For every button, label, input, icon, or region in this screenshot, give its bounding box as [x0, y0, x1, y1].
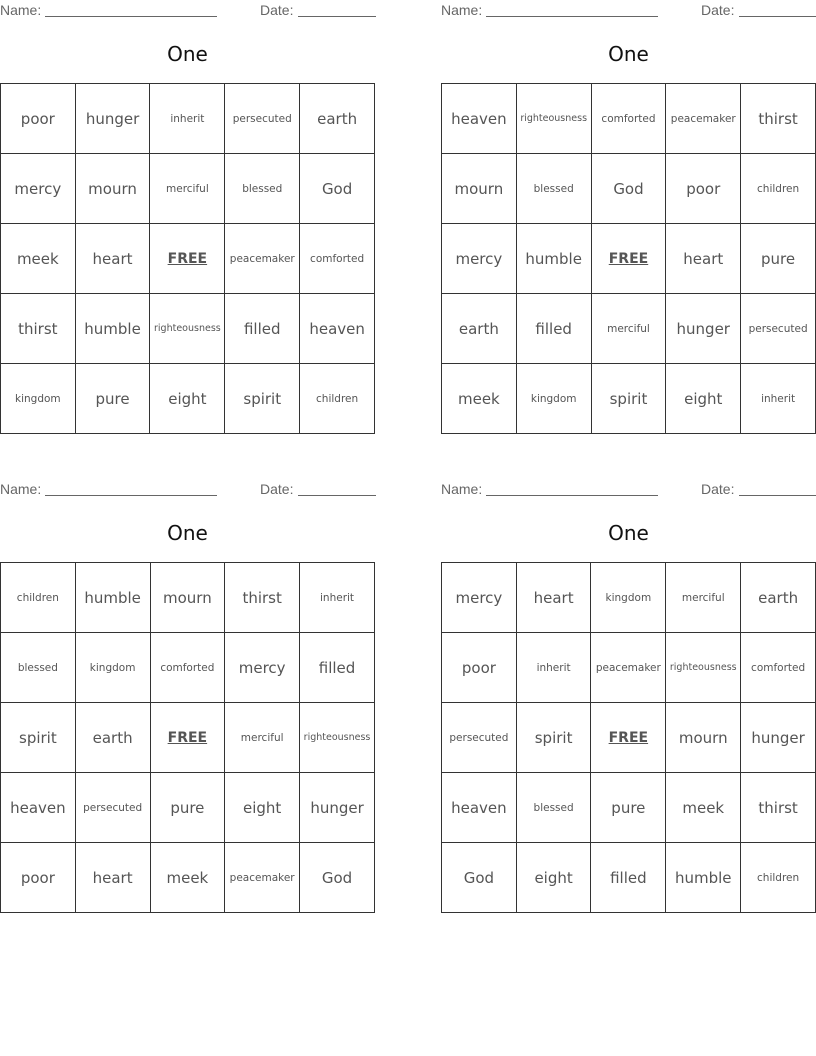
bingo-cell: earth [300, 84, 375, 154]
bingo-cell: children [741, 843, 816, 913]
name-blank [486, 495, 658, 496]
bingo-cell: mercy [442, 563, 517, 633]
bingo-cell: God [300, 843, 375, 913]
bingo-cell: thirst [741, 84, 816, 154]
bingo-cell: heart [75, 224, 150, 294]
bingo-cell: mercy [442, 224, 517, 294]
bingo-cell: peacemaker [591, 633, 666, 703]
bingo-cell: God [300, 154, 375, 224]
bingo-cell: earth [75, 703, 150, 773]
bingo-cell: heart [75, 843, 150, 913]
bingo-cell: merciful [666, 563, 741, 633]
bingo-cell: peacemaker [666, 84, 741, 154]
bingo-cell: comforted [300, 224, 375, 294]
date-blank [739, 495, 816, 496]
bingo-cell: inherit [741, 364, 816, 434]
free-space: FREE [150, 703, 225, 773]
bingo-cell: inherit [150, 84, 225, 154]
bingo-cell: spirit [591, 364, 666, 434]
bingo-cell: earth [442, 294, 517, 364]
bingo-cell: comforted [150, 633, 225, 703]
bingo-cell: meek [666, 773, 741, 843]
bingo-cell: spirit [1, 703, 76, 773]
bingo-cell: kingdom [1, 364, 76, 434]
name-blank [45, 16, 217, 17]
bingo-cell: filled [591, 843, 666, 913]
bingo-cell: persecuted [442, 703, 517, 773]
bingo-cell: kingdom [516, 364, 591, 434]
bingo-cell: blessed [516, 773, 591, 843]
bingo-cell: God [591, 154, 666, 224]
bingo-grid [441, 562, 816, 913]
bingo-cell: comforted [591, 84, 666, 154]
bingo-cell: pure [75, 364, 150, 434]
bingo-cell: peacemaker [225, 843, 300, 913]
bingo-cell: kingdom [75, 633, 150, 703]
bingo-cell: children [300, 364, 375, 434]
bingo-cell: persecuted [741, 294, 816, 364]
bingo-cell: spirit [225, 364, 300, 434]
bingo-cell: eight [516, 843, 591, 913]
name-blank [45, 495, 217, 496]
bingo-cell: righteousness [666, 633, 741, 703]
bingo-cell: mercy [1, 154, 76, 224]
card-title: One [608, 521, 649, 545]
bingo-cell: kingdom [591, 563, 666, 633]
bingo-cell: persecuted [225, 84, 300, 154]
bingo-cell: humble [75, 563, 150, 633]
bingo-grid [0, 562, 375, 913]
bingo-cell: filled [300, 633, 375, 703]
bingo-cell: thirst [741, 773, 816, 843]
bingo-card-1 [0, 0, 375, 408]
bingo-cell: poor [1, 84, 76, 154]
name-label: Name: [441, 481, 483, 497]
free-space: FREE [591, 703, 666, 773]
bingo-cell: meek [1, 224, 76, 294]
bingo-cell: mourn [75, 154, 150, 224]
date-label: Date: [701, 481, 735, 497]
name-blank [486, 16, 658, 17]
bingo-cell: hunger [75, 84, 150, 154]
bingo-cell: poor [1, 843, 76, 913]
bingo-cell: merciful [591, 294, 666, 364]
bingo-cell: persecuted [75, 773, 150, 843]
bingo-cell: heaven [1, 773, 76, 843]
bingo-grid [0, 83, 375, 434]
bingo-cell: blessed [516, 154, 591, 224]
card-title: One [608, 42, 649, 66]
bingo-cell: humble [75, 294, 150, 364]
bingo-cell: righteousness [300, 703, 375, 773]
card-title: One [167, 521, 208, 545]
bingo-cell: children [1, 563, 76, 633]
bingo-cell: heart [516, 563, 591, 633]
bingo-cell: God [442, 843, 517, 913]
name-label: Name: [0, 2, 42, 18]
bingo-card-4 [441, 479, 816, 887]
free-space: FREE [150, 224, 225, 294]
bingo-cell: poor [442, 633, 517, 703]
bingo-cell: righteousness [150, 294, 225, 364]
bingo-cell: poor [666, 154, 741, 224]
card-header [441, 479, 816, 501]
bingo-cell: filled [225, 294, 300, 364]
bingo-cell: inherit [300, 563, 375, 633]
bingo-cell: thirst [1, 294, 76, 364]
date-label: Date: [260, 481, 294, 497]
bingo-cell: meek [442, 364, 517, 434]
date-blank [298, 495, 376, 496]
date-label: Date: [701, 2, 735, 18]
bingo-cell: mourn [150, 563, 225, 633]
card-header [0, 479, 375, 501]
bingo-cell: pure [591, 773, 666, 843]
bingo-grid [441, 83, 816, 434]
card-title: One [167, 42, 208, 66]
bingo-cell: humble [666, 843, 741, 913]
bingo-cell: hunger [741, 703, 816, 773]
bingo-card-2 [441, 0, 816, 408]
bingo-cell: righteousness [516, 84, 591, 154]
free-space: FREE [591, 224, 666, 294]
bingo-cell: peacemaker [225, 224, 300, 294]
bingo-cell: eight [666, 364, 741, 434]
bingo-cell: heaven [442, 773, 517, 843]
date-label: Date: [260, 2, 294, 18]
bingo-cell: pure [150, 773, 225, 843]
bingo-cell: mourn [666, 703, 741, 773]
bingo-cell: mercy [225, 633, 300, 703]
date-blank [739, 16, 816, 17]
bingo-cell: children [741, 154, 816, 224]
bingo-cell: comforted [741, 633, 816, 703]
bingo-cell: merciful [150, 154, 225, 224]
bingo-cell: heart [666, 224, 741, 294]
bingo-cell: eight [225, 773, 300, 843]
bingo-cell: blessed [225, 154, 300, 224]
bingo-cell: spirit [516, 703, 591, 773]
name-label: Name: [441, 2, 483, 18]
card-header [0, 0, 375, 22]
bingo-cell: meek [150, 843, 225, 913]
bingo-cell: thirst [225, 563, 300, 633]
bingo-cell: pure [741, 224, 816, 294]
bingo-cell: mourn [442, 154, 517, 224]
card-header [441, 0, 816, 22]
bingo-cell: eight [150, 364, 225, 434]
bingo-cell: inherit [516, 633, 591, 703]
bingo-cell: hunger [300, 773, 375, 843]
date-blank [298, 16, 376, 17]
bingo-cell: merciful [225, 703, 300, 773]
bingo-cell: humble [516, 224, 591, 294]
bingo-cell: heaven [442, 84, 517, 154]
bingo-cell: heaven [300, 294, 375, 364]
bingo-cell: filled [516, 294, 591, 364]
bingo-card-3 [0, 479, 375, 887]
bingo-cell: hunger [666, 294, 741, 364]
bingo-cell: blessed [1, 633, 76, 703]
name-label: Name: [0, 481, 42, 497]
bingo-cell: earth [741, 563, 816, 633]
